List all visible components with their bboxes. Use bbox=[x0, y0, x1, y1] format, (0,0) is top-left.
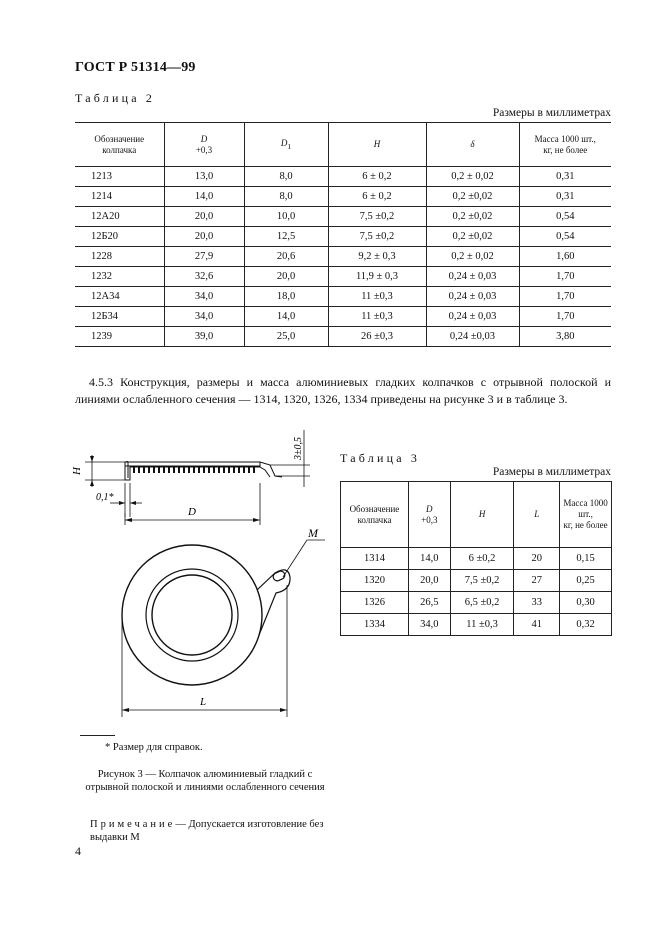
table2-row-cell: 11 ±0,3 bbox=[328, 287, 426, 307]
table3-col-designation: Обозначение колпачка bbox=[341, 482, 409, 548]
table2-row-cell: 11 ±0,3 bbox=[328, 307, 426, 327]
table2-row-cell: 20,6 bbox=[244, 247, 328, 267]
table3-row-cell: 1320 bbox=[341, 570, 409, 592]
table2-row bbox=[75, 327, 611, 347]
table2-row-cell: 8,0 bbox=[244, 167, 328, 187]
table2-row bbox=[75, 227, 611, 247]
table3-row-cell: 0,30 bbox=[560, 592, 612, 614]
table2-row-cell: 39,0 bbox=[164, 327, 244, 347]
table2-row-cell: 20,0 bbox=[164, 227, 244, 247]
footnote-rule bbox=[80, 735, 115, 736]
table3-caption: Таблица 3 bbox=[340, 451, 421, 465]
table2-row-cell: 12Б20 bbox=[75, 227, 164, 247]
table2-row-cell: 20,0 bbox=[244, 267, 328, 287]
table2-row bbox=[75, 287, 611, 307]
table2-units: Размеры в миллиметрах bbox=[492, 107, 611, 119]
table3-row-cell: 41 bbox=[514, 614, 560, 636]
table2-row bbox=[75, 307, 611, 327]
table3-col-h: H bbox=[450, 482, 514, 548]
table2-row-cell: 0,2 ± 0,02 bbox=[426, 167, 519, 187]
table2-row-cell: 25,0 bbox=[244, 327, 328, 347]
table2-row-cell: 0,24 ±0,03 bbox=[426, 327, 519, 347]
table2-col-delta: δ bbox=[426, 123, 519, 167]
table2-row-cell: 12,5 bbox=[244, 227, 328, 247]
figure-3-drawing bbox=[70, 425, 330, 720]
table2-col-mass: Масса 1000 шт., кг, не более bbox=[519, 123, 611, 167]
table3-row-cell: 26,5 bbox=[408, 592, 450, 614]
table2-row-cell: 0,54 bbox=[519, 207, 611, 227]
table3 bbox=[340, 481, 612, 636]
table2-row-cell: 27,9 bbox=[164, 247, 244, 267]
table3-units: Размеры в миллиметрах bbox=[492, 466, 611, 478]
table3-row-cell: 20 bbox=[514, 548, 560, 570]
table2-col-d1: $D_1$ bbox=[244, 123, 328, 167]
table2-row bbox=[75, 187, 611, 207]
table2-row-cell: 1,70 bbox=[519, 307, 611, 327]
table2 bbox=[75, 122, 611, 347]
table2-row-cell: 6 ± 0,2 bbox=[328, 167, 426, 187]
table2-row-cell: 20,0 bbox=[164, 207, 244, 227]
table2-row-cell: 14,0 bbox=[244, 307, 328, 327]
table3-row bbox=[341, 548, 612, 570]
table2-row-cell: 1,70 bbox=[519, 267, 611, 287]
table2-row bbox=[75, 207, 611, 227]
table2-row-cell: 1232 bbox=[75, 267, 164, 287]
table2-row-cell: 0,24 ± 0,03 bbox=[426, 287, 519, 307]
table3-row bbox=[341, 592, 612, 614]
table2-row-cell: 0,2 ±0,02 bbox=[426, 187, 519, 207]
table3-row-cell: 20,0 bbox=[408, 570, 450, 592]
table3-row-cell: 1326 bbox=[341, 592, 409, 614]
table3-row-cell: 27 bbox=[514, 570, 560, 592]
table2-row bbox=[75, 267, 611, 287]
table3-row-cell: 34,0 bbox=[408, 614, 450, 636]
dim-l-label: L bbox=[200, 696, 207, 708]
table2-row-cell: 12Б34 bbox=[75, 307, 164, 327]
table3-row-cell: 33 bbox=[514, 592, 560, 614]
table3-row-cell: 6,5 ±0,2 bbox=[450, 592, 514, 614]
table3-col-l: L bbox=[514, 482, 560, 548]
table2-row-cell: 32,6 bbox=[164, 267, 244, 287]
table2-row-cell: 0,2 ± 0,02 bbox=[426, 247, 519, 267]
table2-row-cell: 12А34 bbox=[75, 287, 164, 307]
table3-row-cell: 0,25 bbox=[560, 570, 612, 592]
table2-row-cell: 0,31 bbox=[519, 167, 611, 187]
table2-caption: Таблица 2 bbox=[75, 91, 156, 105]
note bbox=[90, 818, 330, 844]
table2-header-row bbox=[75, 123, 611, 167]
table2-row-cell: 1,60 bbox=[519, 247, 611, 267]
dim-m-label: M bbox=[308, 526, 318, 540]
table3-col-d: D +0,3 bbox=[408, 482, 450, 548]
table3-row-cell: 14,0 bbox=[408, 548, 450, 570]
table3-row-cell: 7,5 ±0,2 bbox=[450, 570, 514, 592]
table2-row-cell: 6 ± 0,2 bbox=[328, 187, 426, 207]
table2-row-cell: 8,0 bbox=[244, 187, 328, 207]
table2-row-cell: 1,70 bbox=[519, 287, 611, 307]
table2-row-cell: 1213 bbox=[75, 167, 164, 187]
page-number: 4 bbox=[75, 844, 81, 858]
figure-caption: Рисунок 3 — Колпачок алюминиевый гладкий с отрывной полоской и линиями ослабленного сечения bbox=[85, 769, 325, 793]
table3-row-cell: 1334 bbox=[341, 614, 409, 636]
table2-row-cell: 7,5 ±0,2 bbox=[328, 207, 426, 227]
table2-row-cell: 10,0 bbox=[244, 207, 328, 227]
dim-h-label: H bbox=[71, 467, 83, 475]
table3-row bbox=[341, 614, 612, 636]
table2-row-cell: 12А20 bbox=[75, 207, 164, 227]
table3-col-mass: Масса 1000 шт., кг, не более bbox=[560, 482, 612, 548]
table2-row-cell: 0,2 ±0,02 bbox=[426, 207, 519, 227]
table2-row-cell: 0,54 bbox=[519, 227, 611, 247]
table2-row-cell: 3,80 bbox=[519, 327, 611, 347]
table3-row bbox=[341, 570, 612, 592]
table2-row-cell: 18,0 bbox=[244, 287, 328, 307]
table3-row-cell: 11 ±0,3 bbox=[450, 614, 514, 636]
table2-row-cell: 0,24 ± 0,03 bbox=[426, 307, 519, 327]
table3-row-cell: 6 ±0,2 bbox=[450, 548, 514, 570]
table2-col-d: D +0,3 bbox=[164, 123, 244, 167]
table2-col-designation: Обозначение колпачка bbox=[75, 123, 164, 167]
table2-row-cell: 26 ±0,3 bbox=[328, 327, 426, 347]
note-label: Примечание bbox=[90, 819, 176, 830]
table2-row-cell: 0,24 ± 0,03 bbox=[426, 267, 519, 287]
table2-row-cell: 34,0 bbox=[164, 307, 244, 327]
dim-wall-label: 0,1* bbox=[96, 492, 114, 503]
table2-row-cell: 1214 bbox=[75, 187, 164, 207]
table2-row-cell: 0,31 bbox=[519, 187, 611, 207]
table2-row bbox=[75, 247, 611, 267]
table3-row-cell: 0,32 bbox=[560, 614, 612, 636]
table2-row-cell: 14,0 bbox=[164, 187, 244, 207]
table3-header-row bbox=[341, 482, 612, 548]
table2-row-cell: 1228 bbox=[75, 247, 164, 267]
table2-row bbox=[75, 167, 611, 187]
table2-row-cell: 11,9 ± 0,3 bbox=[328, 267, 426, 287]
table3-row-cell: 1314 bbox=[341, 548, 409, 570]
dim-d-label: D bbox=[188, 506, 196, 518]
dim-tab-label: 3±0,5 bbox=[293, 437, 304, 460]
table2-row-cell: 9,2 ± 0,3 bbox=[328, 247, 426, 267]
table3-row-cell: 0,15 bbox=[560, 548, 612, 570]
table2-col-h: H bbox=[328, 123, 426, 167]
table2-row-cell: 13,0 bbox=[164, 167, 244, 187]
table2-row-cell: 0,2 ±0,02 bbox=[426, 227, 519, 247]
table2-row-cell: 7,5 ±0,2 bbox=[328, 227, 426, 247]
footnote: * Размер для справок. bbox=[105, 742, 203, 753]
document-header: ГОСТ Р 51314—99 bbox=[75, 60, 196, 75]
table2-row-cell: 1239 bbox=[75, 327, 164, 347]
table2-row-cell: 34,0 bbox=[164, 287, 244, 307]
paragraph-4-5-3: 4.5.3 Конструкция, размеры и масса алюминиевых гладких колпачков с отрывной полоской и линиями ослабленного сечения — 1314, 1320, 1326, 1334 приведены на рисунке 3 и в таблице 3. bbox=[75, 375, 611, 406]
note-text: — Допускается изготовление без выдавки М bbox=[90, 819, 324, 843]
